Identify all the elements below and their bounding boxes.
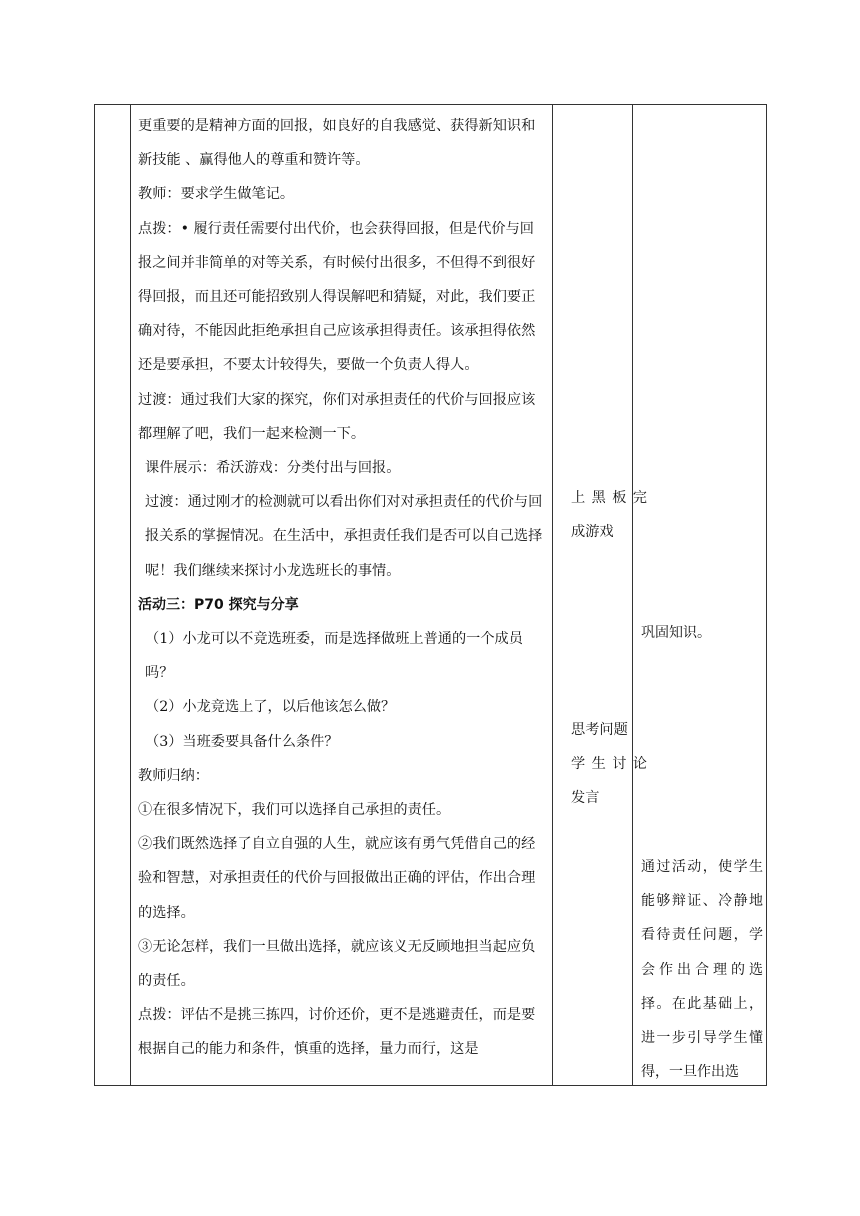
student-activity-line: 上黑板完	[571, 490, 647, 506]
stage-column-cell	[95, 105, 131, 1086]
intent-activity-purpose: 通过活动，使学生能够辩证、冷静地看待责任问题，学会作出合理的选择。在此基础上，进一步引导学生懂得，一旦作出选	[641, 859, 763, 1081]
design-intent-cell	[633, 105, 767, 1086]
paragraph-transition-2: 过渡：通过刚才的检测就可以看出你们对对承担责任的代价与回报关系的掌握情况。在生活中，承担责任我们是否可以自己选择呢！我们继续来探讨小龙选班长的事情。	[145, 494, 543, 579]
teacher-summary-label: 教师归纳：	[138, 767, 209, 784]
table-row	[95, 105, 767, 1086]
intent-consolidate: 巩固知识。	[641, 625, 711, 641]
teaching-process-cell	[131, 105, 553, 1086]
summary-point-2: ②我们既然选择了自立自强的人生，就应该有勇气凭借自己的经验和智慧，对承担责任的代价与回报做出正确的评估，作出合理的选择。	[138, 836, 536, 921]
student-activity-cell	[553, 105, 647, 1086]
paragraph-guidance-2: 点拨：评估不是挑三拣四，讨价还价，更不是逃避责任，而是要根据自己的能力和条件，慎重的选择，量力而行，这是	[138, 1007, 536, 1058]
question-2: （2）小龙竞选上了，以后他该怎么做？	[145, 699, 396, 716]
paragraph-guidance-1: 点拨：• 履行责任需要付出代价，也会获得回报，但是代价与回报之间并非简单的对等关系，有时候付出很多，不但得不到很好得回报，而且还可能招致别人得误解吧和猜疑，对此，我们要正确对待，不能因此拒绝承担自己应该承担得责任。该承担得依然还是要承担，不要太计较得失，要做一个负责人得人。	[138, 220, 536, 374]
student-activity-line: 思考问题	[571, 722, 628, 738]
paragraph-teacher-notes: 教师：要求学生做笔记。	[138, 186, 295, 203]
summary-point-3: ③无论怎样，我们一旦做出选择，就应该义无反顾地担当起应负的责任。	[138, 938, 536, 990]
paragraph-courseware-display: 课件展示：希沃游戏：分类付出与回报。	[145, 460, 401, 477]
student-activity-line: 发言	[571, 790, 600, 807]
student-activity-line: 成游戏	[571, 524, 614, 541]
summary-point-1: ①在很多情况下，我们可以选择自己承担的责任。	[138, 802, 451, 819]
activity-three-heading: 活动三：P70 探究与分享	[138, 596, 299, 613]
paragraph-transition-1: 过渡：通过我们大家的探究，你们对承担责任的代价与回报应该都理解了吧，我们一起来检测一下。	[138, 391, 536, 442]
question-1: （1）小龙可以不竞选班委，而是选择做班上普通的一个成员吗？	[145, 631, 523, 682]
student-activity-line: 学生讨论	[571, 756, 647, 773]
question-3: （3）当班委要具备什么条件？	[145, 733, 339, 750]
paragraph-spiritual-reward: 更重要的是精神方面的回报，如良好的自我感觉、获得新知识和新技能 、赢得他人的尊重和赞许等。	[138, 118, 536, 169]
lesson-plan-table	[94, 104, 767, 1086]
